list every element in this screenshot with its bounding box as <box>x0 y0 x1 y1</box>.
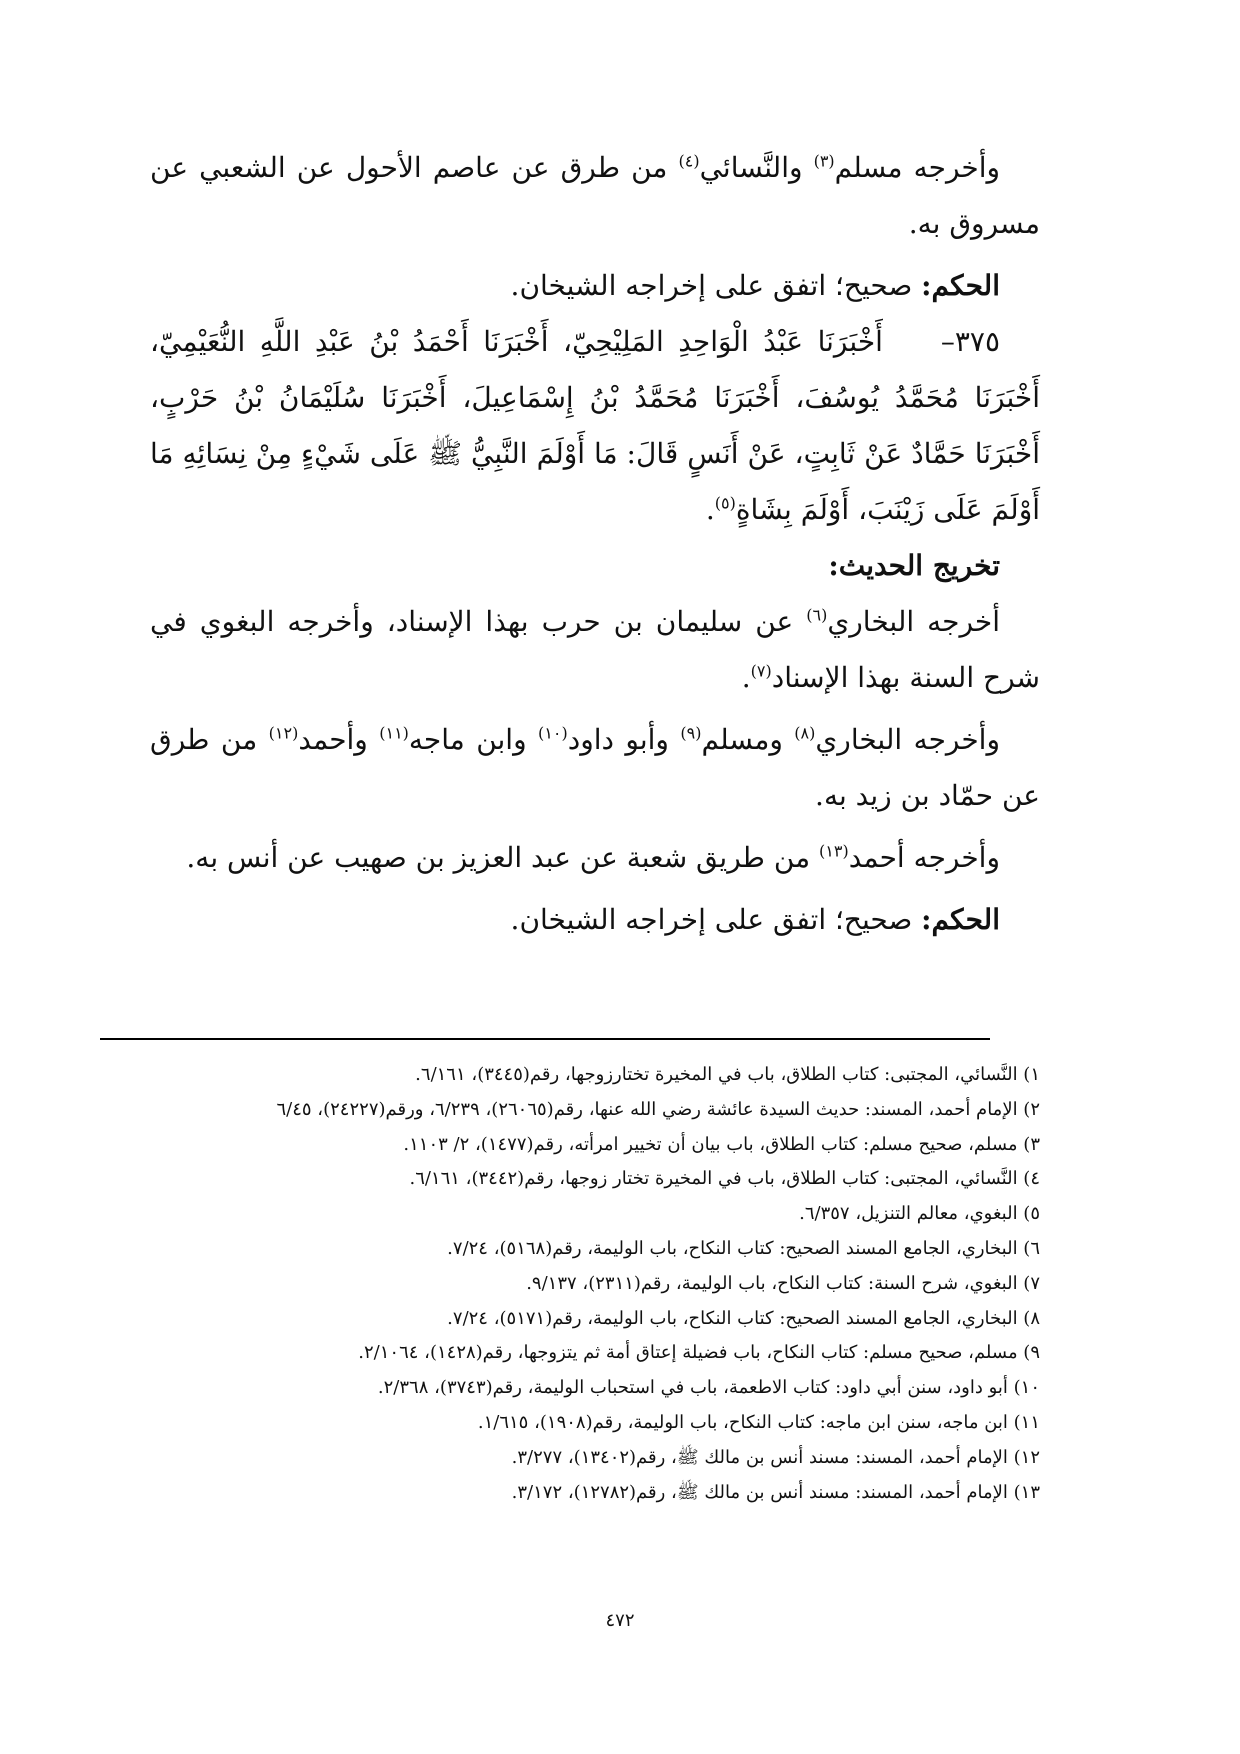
paragraph-2-text: . <box>741 661 751 694</box>
paragraph-3-text: وابن ماجه <box>408 723 539 756</box>
paragraph-3-text: وأحمد <box>298 723 380 756</box>
paragraph-1-text: من طرق عن عاصم الأحول عن الشعبي عن مسروق به. <box>150 151 1040 240</box>
paragraph-1 <box>150 140 1040 252</box>
main-text <box>150 140 1040 948</box>
footnote-ref-10[interactable]: (١٠) <box>538 723 568 743</box>
paragraph-1-text: وأخرجه مسلم <box>834 151 1000 184</box>
footnote-ref-3[interactable]: (٣) <box>813 151 835 171</box>
footnote-ref-7[interactable]: (٧) <box>750 661 772 681</box>
footnote-ref-8[interactable]: (٨) <box>794 723 816 743</box>
ruling-text: صحيح؛ اتفق على إخراجه الشيخان. <box>510 903 922 936</box>
footnote-item: ٦) البخاري، الجامع المسند الصحيح: كتاب النكاح، باب الوليمة، رقم(٥١٦٨)، ٧/٢٤. <box>447 1237 1040 1259</box>
paragraph-4-text: وأخرجه أحمد <box>848 841 1000 874</box>
ruling-2 <box>150 892 1040 948</box>
ruling-label: الحكم: <box>921 269 1000 302</box>
footnote-item: ٧) البغوي، شرح السنة: كتاب النكاح، باب الوليمة، رقم(٢٣١١)، ٩/١٣٧. <box>526 1272 1040 1294</box>
footnote-ref-6[interactable]: (٦) <box>806 605 828 625</box>
footnote-ref-11[interactable]: (١١) <box>379 723 409 743</box>
footnote-item: ٣) مسلم، صحيح مسلم: كتاب الطلاق، باب بيان أن تخيير امرأته، رقم(١٤٧٧)، ٢/ ١١٠٣. <box>403 1133 1040 1155</box>
footnote-item: ١٢) الإمام أحمد، المسند: مسند أنس بن مالك ﷺ، رقم(١٣٤٠٢)، ٣/٢٧٧. <box>511 1446 1040 1468</box>
paragraph-2 <box>150 594 1040 706</box>
footnote-ref-12[interactable]: (١٢) <box>268 723 299 743</box>
hadith-375 <box>150 314 1040 538</box>
footnote-item: ١١) ابن ماجه، سنن ابن ماجه: كتاب النكاح، باب الوليمة، رقم(١٩٠٨)، ١/٦١٥. <box>477 1411 1040 1433</box>
footnote-ref-4[interactable]: (٤) <box>678 151 700 171</box>
paragraph-1-text: والنَّسائي <box>699 151 814 184</box>
hadith-end: . <box>705 493 715 526</box>
footnotes-list <box>150 1058 1040 1510</box>
paragraph-3-text: من طرق عن حمّاد بن زيد به. <box>150 723 1040 812</box>
paragraph-3-text: ومسلم <box>701 723 795 756</box>
page-number: ٤٧٢ <box>605 1610 635 1631</box>
paragraph-3 <box>150 712 1040 824</box>
paragraph-4-text: من طريق شعبة عن عبد العزيز بن صهيب عن أنس به. <box>186 841 820 874</box>
hadith-text: أَخْبَرَنَا عَبْدُ الْوَاحِدِ المَلِيْحِيّ، أَخْبَرَنَا أَحْمَدُ بْنُ عَبْدِ اللَّهِ النُّعَيْمِيّ، أَخْبَرَنَا مُحَمَّدُ يُوسُفَ، أَخْبَرَنَا مُحَمَّدُ بْنُ إِسْمَاعِيلَ، أَخْبَرَنَا سُلَيْمَانُ بْنُ حَرْبٍ، أَخْبَرَنَا حَمَّادٌ عَنْ ثَابِتٍ، عَنْ أَنَسٍ قَالَ: مَا أَوْلَمَ النَّبِيُّ ﷺ عَلَى شَيْءٍ مِنْ نِسَائِهِ مَا أَوْلَمَ عَلَى زَيْنَبَ، أَوْلَمَ بِشَاةٍ <box>150 325 1040 526</box>
footnote-item: ٥) البغوي، معالم التنزيل، ٦/٣٥٧. <box>799 1203 1040 1225</box>
paragraph-3-text: وأبو داود <box>567 723 681 756</box>
footnote-ref-9[interactable]: (٩) <box>680 723 702 743</box>
paragraph-4 <box>150 830 1040 886</box>
paragraph-2-text: أخرجه البخاري <box>827 605 1000 638</box>
footnote-item: ٤) النَّسائي، المجتبى: كتاب الطلاق، باب في المخيرة تختار زوجها، رقم(٣٤٤٢)، ٦/١٦١. <box>409 1168 1040 1190</box>
footnote-item: ٨) البخاري، الجامع المسند الصحيح: كتاب النكاح، باب الوليمة، رقم(٥١٧١)، ٧/٢٤. <box>447 1307 1040 1329</box>
footnote-item: ٢) الإمام أحمد، المسند: حديث السيدة عائشة رضي الله عنها، رقم(٢٦٠٦٥)، ٦/٢٣٩، ورقم(٢٤٢٢٧)، ٦/٤٥ <box>276 1098 1040 1120</box>
footnote-item: ١٠) أبو داود، سنن أبي داود: كتاب الاطعمة، باب في استحباب الوليمة، رقم(٣٧٤٣)، ٢/٣٦٨. <box>377 1377 1040 1399</box>
footnote-item: ٩) مسلم، صحيح مسلم: كتاب النكاح، باب فضيلة إعتاق أمة ثم يتزوجها، رقم(١٤٢٨)، ٢/١٠٦٤. <box>358 1342 1040 1364</box>
footnote-item: ١٣) الإمام أحمد، المسند: مسند أنس بن مالك ﷺ، رقم(١٢٧٨٢)، ٣/١٧٢. <box>511 1481 1040 1503</box>
takhrij-heading: تخريج الحديث: <box>828 549 1000 582</box>
footnote-item: ١) النَّسائي، المجتبى: كتاب الطلاق، باب في المخيرة تختارزوجها، رقم(٣٤٤٥)، ٦/١٦١. <box>415 1064 1040 1085</box>
ruling-label: الحكم: <box>921 903 1000 936</box>
footnote-ref-5[interactable]: (٥) <box>714 493 736 513</box>
paragraph-3-text: وأخرجه البخاري <box>815 723 1000 756</box>
footnote-separator <box>100 1038 990 1040</box>
hadith-number: ٣٧٥– <box>940 325 1001 358</box>
ruling-1 <box>150 258 1040 314</box>
footnote-ref-13[interactable]: (١٣) <box>819 841 849 861</box>
ruling-text: صحيح؛ اتفق على إخراجه الشيخان. <box>510 269 922 302</box>
paragraph-2-text: عن سليمان بن حرب بهذا الإسناد، وأخرجه البغوي في شرح السنة بهذا الإسناد <box>150 605 1040 694</box>
